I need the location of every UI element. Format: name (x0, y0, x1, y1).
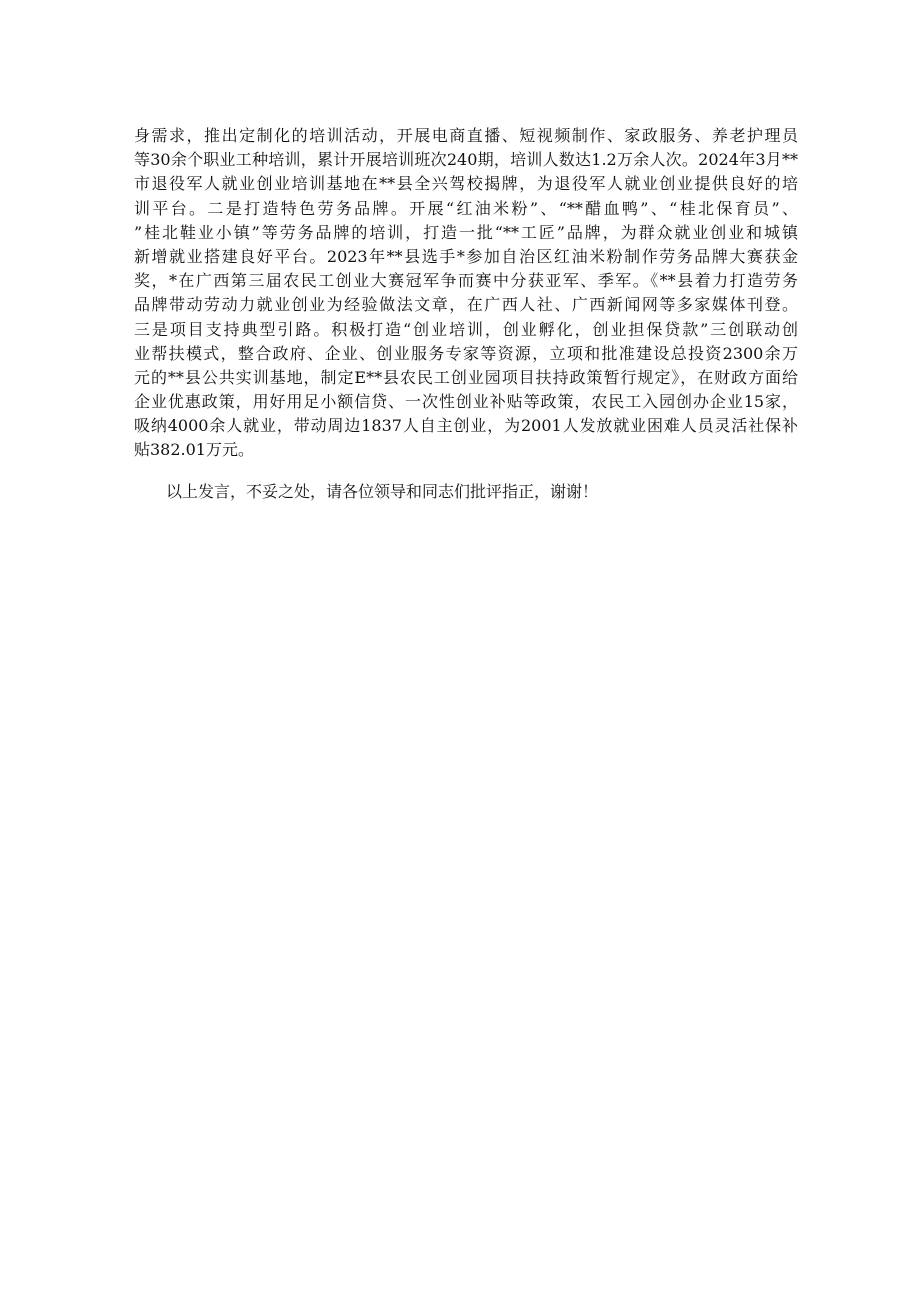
paragraph-line: 训平台。二是打造特色劳务品牌。开展“红油米粉”、“**醋血鸭”、“桂北保育员”、 (134, 198, 798, 218)
paragraph-line: 新增就业搭建良好平台。2023年**县选手*参加自治区红油米粉制作劳务品牌大赛获金 (134, 246, 798, 266)
paragraph-line: 元的**县公共实训基地，制定E**县农民工创业园项目扶持政策暂行规定》，在财政方面给 (134, 367, 798, 387)
paragraph-line: 三是项目支持典型引路。积极打造“创业培训，创业孵化，创业担保贷款”三创联动创 (134, 319, 798, 339)
paragraph-line: 品牌带动劳动力就业创业为经验做法文章，在广西人社、广西新闻网等多家媒体刊登。 (134, 295, 798, 315)
paragraph-line: 贴382.01万元。 (134, 440, 254, 460)
paragraph-line: 吸纳4000余人就业，带动周边1837人自主创业，为2001人发放就业困难人员灵活社保补 (134, 416, 798, 436)
paragraph-line: ”桂北鞋业小镇”等劳务品牌的培训，打造一批“**工匠”品牌，为群众就业创业和城镇 (134, 222, 798, 242)
paragraph-line: 业帮扶模式，整合政府、企业、创业服务专家等资源，立项和批准建设总投资2300余万 (134, 343, 798, 363)
paragraph-line: 身需求，推出定制化的培训活动，开展电商直播、短视频制作、家政服务、养老护理员 (134, 126, 798, 145)
paragraph-line: 奖，*在广西第三届农民工创业大赛冠军争而赛中分获亚军、季军。《**县着力打造劳务 (134, 271, 798, 291)
body-paragraph (134, 124, 798, 463)
paragraph-line: 市退役军人就业创业培训基地在**县全兴驾校揭牌，为退役军人就业创业提供良好的培 (134, 174, 798, 194)
paragraph-line: 企业优惠政策，用好用足小额信贷、一次性创业补贴等政策，农民工入园创办企业15家， (134, 392, 798, 412)
paragraph-line: 等30余个职业工种培训，累计开展培训班次240期，培训人数达1.2万余人次。2024年3月** (134, 150, 798, 170)
closing-remark: 以上发言，不妥之处，请各位领导和同志们批评指正，谢谢！ (166, 482, 599, 501)
